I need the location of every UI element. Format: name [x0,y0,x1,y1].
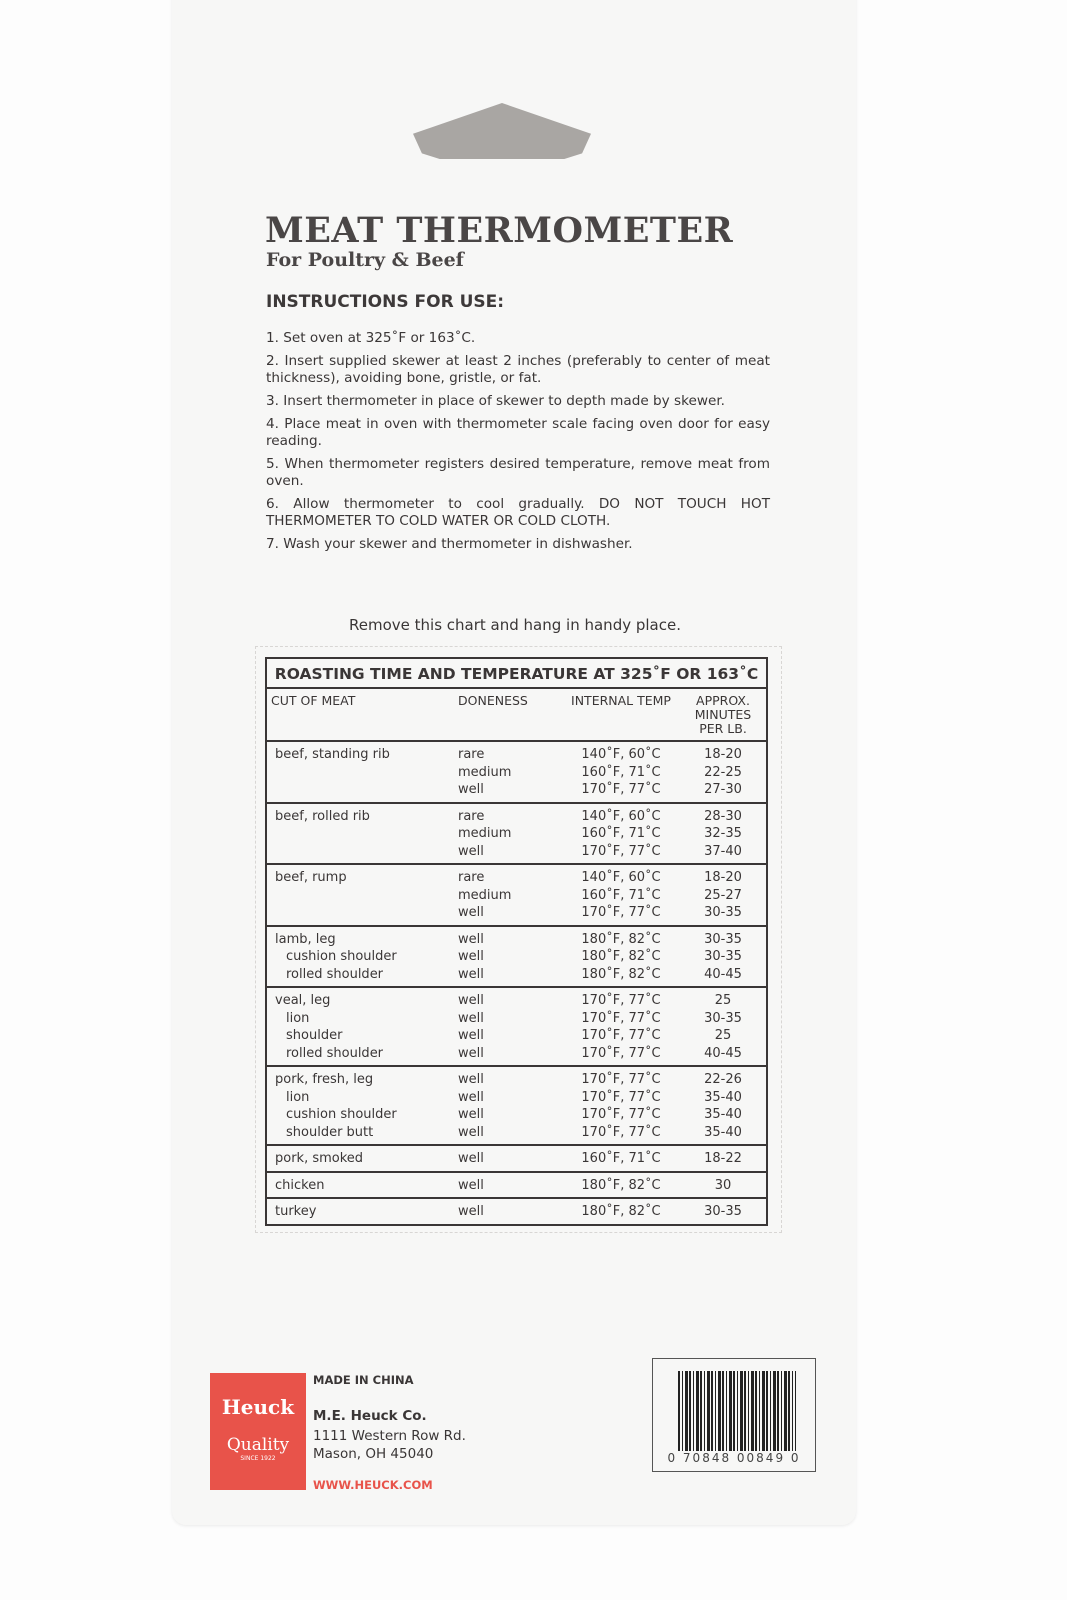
cell-line: medium [458,826,512,841]
table-row-group [266,1172,767,1199]
cell-minutes [680,926,767,988]
cell-line: 140˚F, 60˚C [581,808,661,824]
table-row-group [266,987,767,1066]
cell-cut [266,803,454,865]
cell-line: well [458,966,484,982]
cell-doneness [454,1172,562,1199]
instruction-step: 7. Wash your skewer and thermometer in dishwasher. [266,536,633,552]
cell-doneness [454,926,562,988]
cell-line: well [458,931,484,947]
barcode [652,1358,816,1472]
instruction-step: 2. Insert supplied skewer at least 2 inches (preferably to center of meat thickness), avoiding bone, gristle, or fat. [266,353,770,386]
cell-cut [266,1172,454,1199]
cell-line: well [458,1204,484,1219]
cell-line: veal, leg [275,993,331,1008]
cell-line: 25 [714,1028,732,1043]
cell-line: chicken [275,1177,325,1193]
cell-minutes [680,803,767,865]
cell-line: well [458,993,484,1008]
cell-line: well [458,1045,484,1061]
cell-line: well [458,1010,484,1026]
cell-temp [562,803,680,865]
cell-line: shoulder [286,1028,343,1043]
cell-line: 35-40 [704,1107,742,1122]
cell-cut [266,926,454,988]
instruction-step: 6. Allow thermometer to cool gradually. DO NOT TOUCH HOT THERMOMETER TO COLD WATER OR COLD CLOTH. [266,496,770,529]
cell-line: lion [286,1089,310,1105]
cell-line: 32-35 [704,826,742,841]
cell-minutes [680,1198,767,1225]
cell-line: turkey [275,1204,317,1219]
cell-line: 170˚F, 77˚C [581,993,661,1008]
cell-line: 22-26 [704,1072,742,1087]
cell-line: rare [458,870,485,885]
company-name: M.E. Heuck Co. [313,1408,427,1424]
cell-line: beef, rump [275,870,347,885]
table-caption: ROASTING TIME AND TEMPERATURE AT 325˚F OR 163˚C [266,658,767,688]
cell-line: 170˚F, 77˚C [581,1010,661,1026]
cell-temp [562,1172,680,1199]
cell-line: 35-40 [704,1124,742,1140]
cell-cut [266,741,454,803]
instruction-step: 5. When thermometer registers desired temperature, remove meat from oven. [266,456,770,489]
cell-temp [562,1066,680,1145]
cell-line: rare [458,808,485,824]
cell-line [275,904,450,922]
cell-line [275,781,450,799]
barcode-bars [678,1371,796,1451]
cell-line [275,764,450,782]
table-row-group [266,1066,767,1145]
cell-line: beef, standing rib [275,747,390,762]
cell-line: 170˚F, 77˚C [581,782,661,797]
cell-line: 160˚F, 71˚C [581,1151,661,1166]
remove-note: Remove this chart and hang in handy place. [349,616,681,634]
cell-line: well [458,843,484,859]
cell-line [275,843,450,861]
cell-line: 25-27 [704,887,742,903]
cell-line: 30-35 [704,949,742,964]
table-row-group [266,1145,767,1172]
cell-line: well [458,1107,484,1122]
cell-line: 160˚F, 71˚C [581,826,661,841]
cell-line: 170˚F, 77˚C [581,1072,661,1087]
cell-minutes [680,864,767,926]
table-row-group [266,926,767,988]
logo-brand: Heuck [221,1395,295,1419]
cell-line: 180˚F, 82˚C [581,1204,661,1219]
logo-since: SINCE 1922 [240,1455,276,1462]
cell-line: 180˚F, 82˚C [581,1177,661,1193]
cell-line: 140˚F, 60˚C [581,747,661,762]
cell-line: lion [286,1010,310,1026]
heuck-logo [210,1373,306,1490]
product-subtitle: For Poultry & Beef [266,249,464,271]
cell-line: cushion shoulder [286,1107,397,1122]
cell-line: 180˚F, 82˚C [581,966,661,982]
cell-line: well [458,1124,484,1140]
website-link[interactable]: WWW.HEUCK.COM [313,1478,433,1492]
cell-line: 18-20 [704,747,742,762]
cell-line: rolled shoulder [286,966,384,982]
cell-line: 40-45 [704,966,742,982]
made-in: MADE IN CHINA [313,1373,414,1387]
cell-line [275,825,450,843]
table-row-group [266,864,767,926]
cell-line: pork, fresh, leg [275,1072,374,1087]
cell-minutes [680,987,767,1066]
cell-line: well [458,1028,484,1043]
barcode-number: 0 70848 00849 0 [667,1451,801,1465]
table-row-group [266,741,767,803]
cell-line: rolled shoulder [286,1045,384,1061]
cell-line: beef, rolled rib [275,808,370,824]
cell-line: 40-45 [704,1045,742,1061]
address-line-2: Mason, OH 45040 [313,1446,434,1462]
cell-minutes [680,1145,767,1172]
cell-line: shoulder butt [286,1124,374,1140]
address-line-1: 1111 Western Row Rd. [313,1428,466,1444]
cell-line: 27-30 [704,782,742,797]
cell-line: 170˚F, 77˚C [581,1107,661,1122]
instructions-heading: INSTRUCTIONS FOR USE: [266,292,505,312]
cell-doneness [454,987,562,1066]
cell-line: 170˚F, 77˚C [581,1124,661,1140]
cell-line: well [458,1072,484,1087]
cell-line: 37-40 [704,843,742,859]
logo-tagline: Quality [226,1435,290,1455]
product-title: MEAT THERMOMETER [265,210,734,251]
cell-line: 170˚F, 77˚C [581,905,661,920]
cell-line: 30-35 [704,931,742,947]
header-cut: CUT OF MEAT [266,688,454,741]
cell-line: 170˚F, 77˚C [581,1028,661,1043]
cell-line: well [458,949,484,964]
cell-line: well [458,782,484,797]
cell-cut [266,1066,454,1145]
cell-temp [562,1145,680,1172]
cell-temp [562,926,680,988]
cell-line: medium [458,764,512,780]
cell-line: 30 [714,1177,732,1193]
cell-line: 25 [714,993,732,1008]
cell-line: 28-30 [704,808,742,824]
cell-line: 160˚F, 71˚C [581,764,661,780]
header-doneness: DONENESS [454,688,562,741]
cell-line: well [458,1177,484,1193]
cell-temp [562,864,680,926]
cell-line: medium [458,887,512,903]
cell-line: 30-35 [704,905,742,920]
cell-line: lamb, leg [275,931,336,947]
table-row-group [266,1198,767,1225]
cell-doneness [454,864,562,926]
instruction-step: 3. Insert thermometer in place of skewer to depth made by skewer. [266,393,725,409]
cell-cut [266,1145,454,1172]
cell-temp [562,741,680,803]
cell-line: 160˚F, 71˚C [581,887,661,903]
cell-doneness [454,803,562,865]
roasting-table [265,657,768,1226]
cell-line: well [458,1151,484,1166]
cell-line: well [458,1089,484,1105]
cell-line: 35-40 [704,1089,742,1105]
cell-minutes [680,1066,767,1145]
cell-line: cushion shoulder [286,949,397,964]
header-temp: INTERNAL TEMP [562,688,680,741]
cell-line: 170˚F, 77˚C [581,1089,661,1105]
cell-line: pork, smoked [275,1151,364,1166]
instruction-step: 1. Set oven at 325˚F or 163˚C. [266,330,476,346]
cell-line: 22-25 [704,764,742,780]
cell-line: 140˚F, 60˚C [581,870,661,885]
cell-doneness [454,741,562,803]
cell-cut [266,864,454,926]
cell-line: 18-22 [704,1151,742,1166]
cell-line: 170˚F, 77˚C [581,1045,661,1061]
cell-cut [266,1198,454,1225]
cell-line: 30-35 [704,1010,742,1026]
cell-minutes [680,1172,767,1199]
cell-temp [562,1198,680,1225]
instructions-list [266,330,770,559]
cell-line: 18-20 [704,870,742,885]
cell-line: well [458,905,484,920]
cell-doneness [454,1066,562,1145]
instruction-step: 4. Place meat in oven with thermometer scale facing oven door for easy reading. [266,416,770,449]
cell-line: rare [458,747,485,762]
cell-doneness [454,1198,562,1225]
cell-line [275,887,450,905]
cell-line: 30-35 [704,1204,742,1219]
cell-line: 170˚F, 77˚C [581,843,661,859]
table-row-group [266,803,767,865]
company-address [313,1427,466,1463]
cell-temp [562,987,680,1066]
header-minutes: APPROX. MINUTES PER LB. [680,688,767,741]
cell-minutes [680,741,767,803]
cell-line: 180˚F, 82˚C [581,931,661,947]
cell-doneness [454,1145,562,1172]
cell-line: 180˚F, 82˚C [581,949,661,964]
cell-cut [266,987,454,1066]
